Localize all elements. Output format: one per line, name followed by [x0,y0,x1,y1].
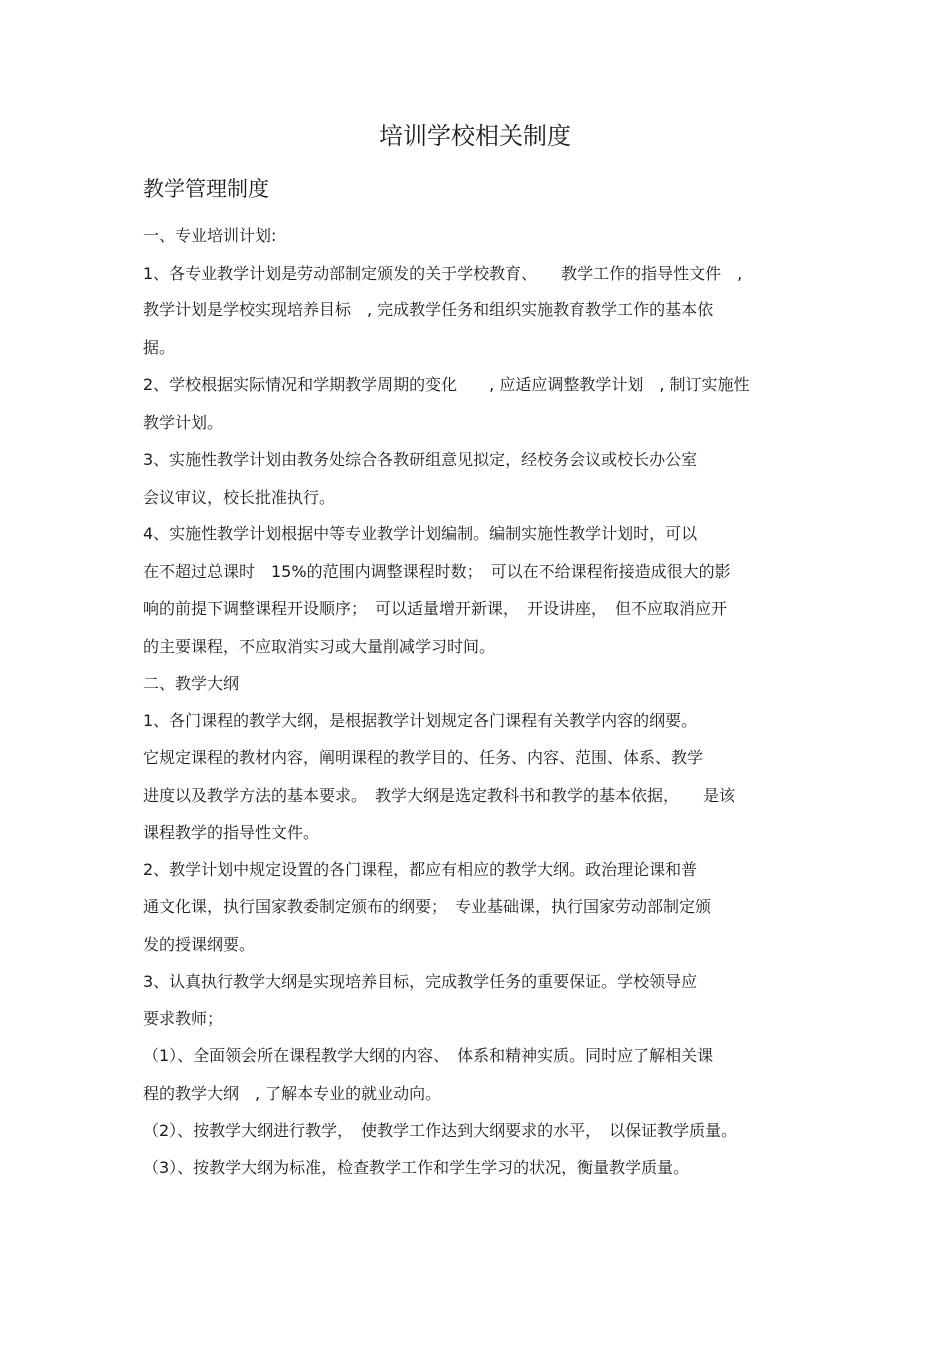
paragraph-line: 在不超过总课时 15%的范围内调整课程时数； 可以在不给课程衔接造成很大的影 [143,562,731,581]
paragraph-line: 3、认真执行教学大纲是实现培养目标，完成教学任务的重要保证。学校领导应 [143,972,698,991]
paragraph-line: 教学计划是学校实现培养目标 , 完成教学任务和组织实施教育教学工作的基本依 [143,300,714,319]
paragraph-line: 2、学校根据实际情况和学期教学周期的变化 , 应适应调整教学计划 , 制订实施性 [143,375,750,394]
paragraph-line: 通文化课，执行国家教委制定颁布的纲要； 专业基础课，执行国家劳动部制定颁 [143,897,712,916]
list-item-continuation: 程的教学大纲 , 了解本专业的就业动向。 [143,1084,442,1103]
section-title: 教学管理制度 [143,177,269,201]
paragraph-line: 1、各门课程的教学大纲，是根据教学计划规定各门课程有关教学内容的纲要。 [143,711,698,730]
paragraph-line: 教学计划。 [143,413,224,432]
paragraph-line: 会议审议，校长批准执行。 [143,488,336,507]
heading-syllabus: 二、教学大纲 [143,674,240,693]
paragraph-line: 发的授课纲要。 [143,935,256,954]
paragraph-line: 进度以及教学方法的基本要求。 教学大纲是选定教科书和教学的基本依据， 是该 [143,786,736,805]
paragraph-line: 3、实施性教学计划由教务处综合各教研组意见拟定，经校务会议或校长办公室 [143,450,698,469]
list-item: （1）、全面领会所在课程教学大纲的内容、 体系和精神实质。同时应了解相关课 [143,1046,714,1065]
paragraph-line: 课程教学的指导性文件。 [143,823,320,842]
paragraph-line: 据。 [143,338,176,357]
paragraph-line: 要求教师； [143,1009,224,1028]
list-item: （3）、按教学大纲为标准，检查教学工作和学生学习的状况，衡量教学质量。 [143,1158,690,1177]
paragraph-line: 响的前提下调整课程开设顺序； 可以适量增开新课， 开设讲座， 但不应取消应开 [143,599,728,618]
paragraph-line: 4、实施性教学计划根据中等专业教学计划编制。编制实施性教学计划时，可以 [143,524,698,543]
heading-training-plan: 一、专业培训计划: [143,226,277,245]
list-item: （2）、按教学大纲进行教学， 使教学工作达到大纲要求的水平， 以保证教学质量。 [143,1121,738,1140]
paragraph-line: 2、教学计划中规定设置的各门课程，都应有相应的教学大纲。政治理论课和普 [143,860,698,879]
paragraph-line: 1、各专业教学计划是劳动部制定颁发的关于学校教育、 教学工作的指导性文件 , [143,264,743,283]
document-title: 培训学校相关制度 [379,122,571,150]
paragraph-line: 的主要课程，不应取消实习或大量削减学习时间。 [143,637,496,656]
paragraph-line: 它规定课程的教材内容，阐明课程的教学目的、任务、内容、范围、体系、教学 [143,748,704,767]
